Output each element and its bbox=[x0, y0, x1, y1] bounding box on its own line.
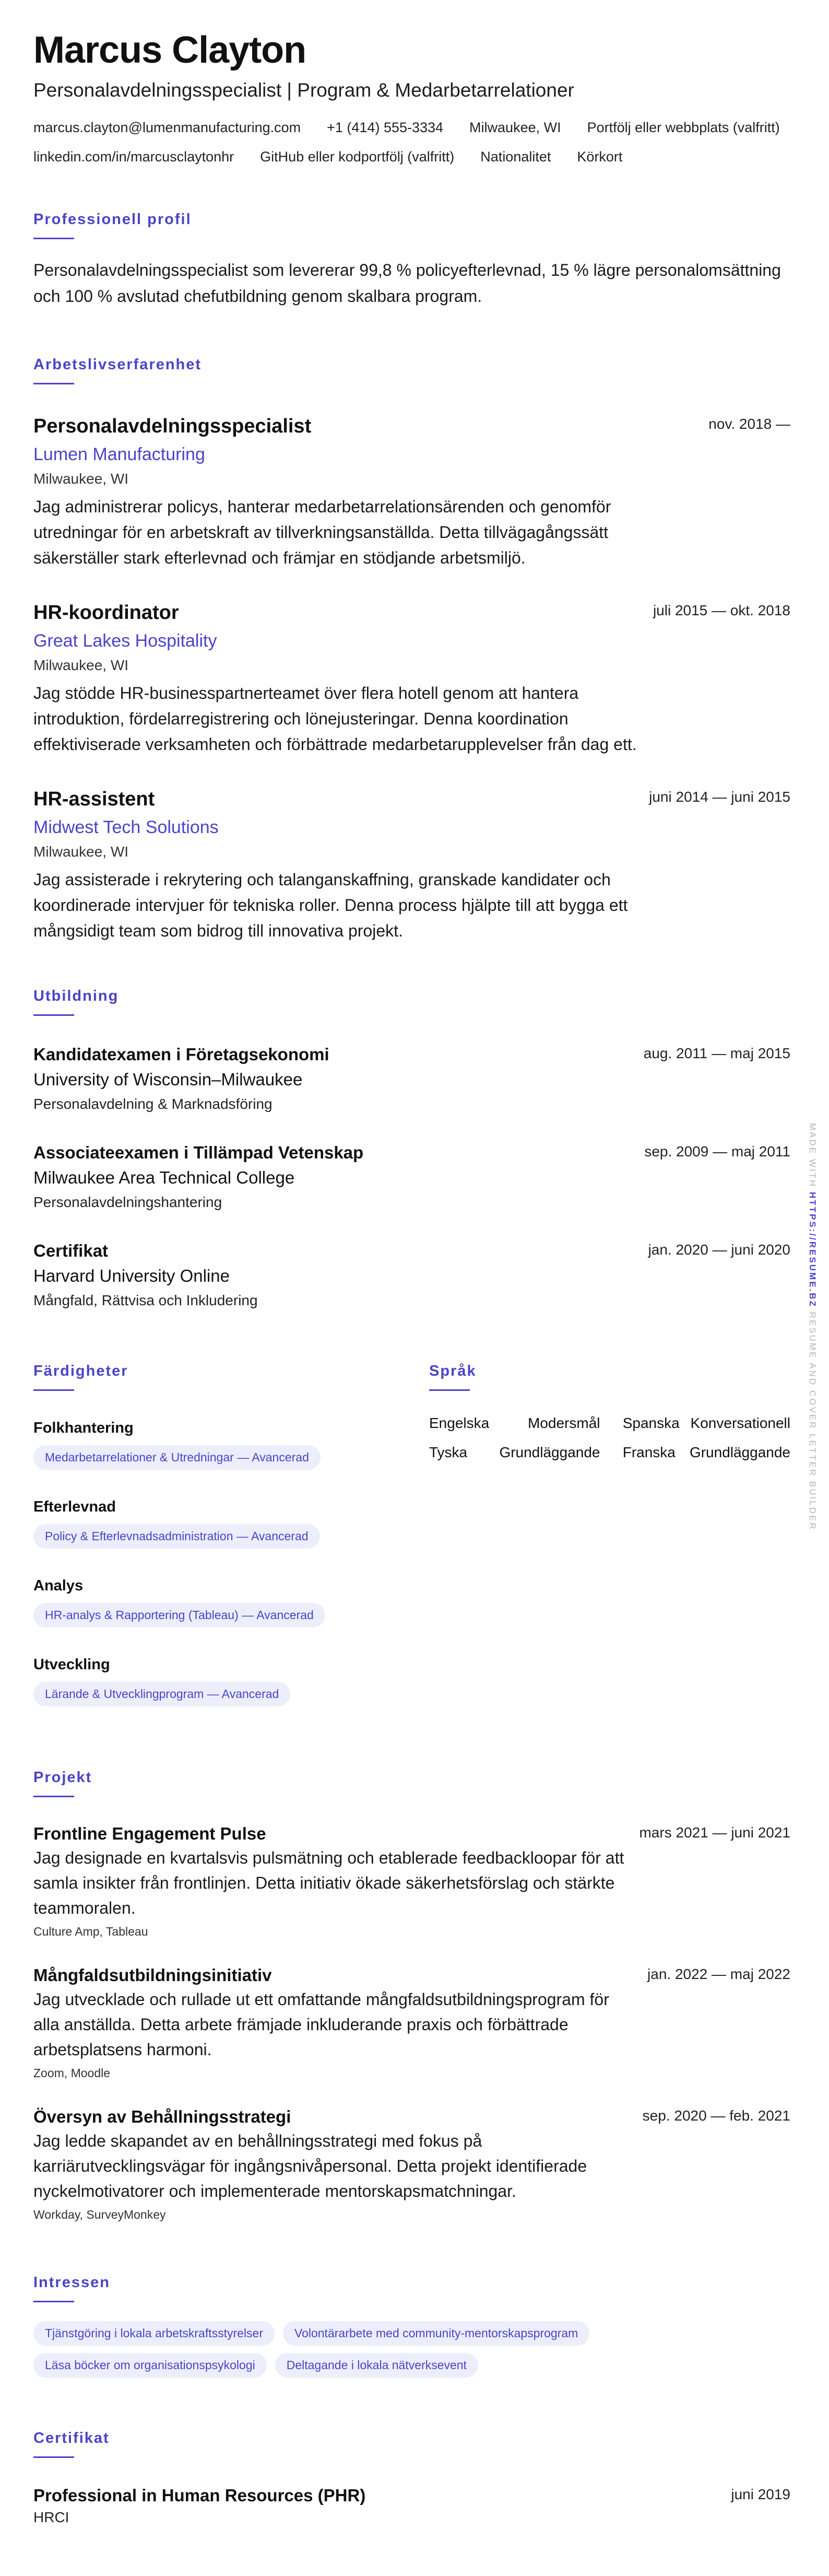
project-description: Jag designade en kvartalsvis pulsmätning och etablerade feedbackloopar för att samla insikter från frontlinjen. Detta initiativ ökade säkerhetsförslag och stärkte teammoralen. bbox=[33, 1848, 624, 1917]
education-entry bbox=[33, 1043, 790, 1114]
job-description: Jag administrerar policys, hanterar medarbetarrelationsärenden och genomför utredningar för en arbetskraft av tillverkningsanställda. Detta tillvägagångssätt säkerställer stark efterlevnad och främjar en stödjande arbetsmiljö. bbox=[33, 497, 611, 567]
education-dates: jan. 2020 — juni 2020 bbox=[648, 1242, 790, 1258]
education-school: Harvard University Online bbox=[33, 1266, 230, 1285]
skill-category: Utveckling bbox=[33, 1656, 110, 1673]
education-dates: sep. 2009 — maj 2011 bbox=[644, 1143, 790, 1160]
language-name: Franska bbox=[622, 1444, 676, 1460]
skill-chip: Medarbetarrelationer & Utredningar — Avancerad bbox=[33, 1445, 321, 1470]
interest-chip: Läsa böcker om organisationspsykologi bbox=[33, 2353, 267, 2378]
certification-entry bbox=[33, 2484, 790, 2528]
section-divider bbox=[33, 383, 74, 384]
project-title: Frontline Engagement Pulse bbox=[33, 1824, 266, 1843]
job-title: HR-koordinator bbox=[33, 602, 179, 624]
interest-chip: Tjänstgöring i lokala arbetskraftsstyrelser bbox=[33, 2321, 275, 2346]
job-company: Midwest Tech Solutions bbox=[33, 817, 219, 837]
headline: Personalavdelningsspecialist | Program & Medarbetarrelationer bbox=[33, 79, 574, 101]
education-degree: Kandidatexamen i Företagsekonomi bbox=[33, 1045, 329, 1064]
language-level: Konversationell bbox=[690, 1415, 790, 1431]
section-title-profile: Professionell profil bbox=[33, 211, 192, 228]
job-location: Milwaukee, WI bbox=[33, 844, 129, 860]
skill-category: Efterlevnad bbox=[33, 1498, 116, 1515]
project-entry bbox=[33, 1964, 790, 2080]
section-title-interests: Intressen bbox=[33, 2274, 110, 2291]
education-degree: Certifikat bbox=[33, 1241, 109, 1260]
section-divider bbox=[33, 1389, 74, 1391]
project-description: Jag ledde skapandet av en behållningsstrategi med fokus på karriärutvecklingsvägar för ingångsnivåpersonal. Detta projekt identifierade nyckelmotivatorer och implementerade mentorskapsmatchningar. bbox=[33, 2132, 587, 2200]
skill-chip: HR-analys & Rapportering (Tableau) — Avancerad bbox=[33, 1603, 325, 1627]
skills-section bbox=[33, 1363, 429, 1706]
skill-group bbox=[33, 1418, 429, 1470]
project-entry bbox=[33, 2105, 790, 2222]
watermark-suffix: RESUME AND COVER LETTER BUILDER bbox=[808, 1312, 818, 1531]
section-divider bbox=[33, 2456, 74, 2458]
resume-header bbox=[33, 31, 790, 167]
languages-section bbox=[429, 1363, 790, 1706]
interest-chip: Volontärarbete med community-mentorskapsprogram bbox=[283, 2321, 589, 2346]
skill-category: Analys bbox=[33, 1577, 84, 1594]
education-entry bbox=[33, 1141, 790, 1212]
education-field: Personalavdelning & Marknadsföring bbox=[33, 1096, 273, 1112]
education-field: Personalavdelningshantering bbox=[33, 1194, 222, 1210]
watermark-prefix: MADE WITH bbox=[808, 1123, 818, 1188]
skill-chip: Policy & Efterlevnadsadministration — Avancerad bbox=[33, 1524, 320, 1549]
job-dates: nov. 2018 — bbox=[708, 416, 790, 432]
education-degree: Associateexamen i Tillämpad Vetenskap bbox=[33, 1143, 364, 1162]
skill-group bbox=[33, 1655, 429, 1706]
job-title: HR-assistent bbox=[33, 788, 155, 810]
language-name: Spanska bbox=[622, 1415, 680, 1431]
section-divider bbox=[33, 238, 74, 239]
projects-section bbox=[33, 1769, 790, 2222]
profile-section bbox=[33, 211, 790, 309]
project-tech: Zoom, Moodle bbox=[33, 2066, 111, 2080]
candidate-name: Marcus Clayton bbox=[33, 29, 306, 71]
language-list bbox=[429, 1415, 790, 1461]
contact-phone[interactable]: +1 (414) 555-3334 bbox=[327, 120, 444, 135]
contact-drivers-license: Körkort bbox=[577, 149, 623, 165]
section-divider bbox=[33, 2301, 74, 2302]
interests-section bbox=[33, 2274, 790, 2378]
resume-page bbox=[33, 31, 790, 2528]
language-name: Engelska bbox=[429, 1415, 490, 1431]
contact-nationality: Nationalitet bbox=[480, 149, 551, 165]
project-title: Mångfaldsutbildningsinitiativ bbox=[33, 1965, 272, 1985]
project-dates: jan. 2022 — maj 2022 bbox=[647, 1966, 790, 1982]
education-dates: aug. 2011 — maj 2015 bbox=[643, 1045, 790, 1061]
contact-github[interactable]: GitHub eller kodportfölj (valfritt) bbox=[260, 149, 455, 165]
section-title-skills: Färdigheter bbox=[33, 1363, 128, 1379]
education-entry bbox=[33, 1239, 790, 1310]
job-company: Great Lakes Hospitality bbox=[33, 631, 217, 651]
project-dates: mars 2021 — juni 2021 bbox=[639, 1824, 790, 1841]
job-dates: juli 2015 — okt. 2018 bbox=[653, 602, 790, 618]
section-divider bbox=[429, 1389, 470, 1391]
skills-languages-row bbox=[33, 1363, 790, 1706]
interest-chip: Deltagande i lokala nätverksevent bbox=[275, 2353, 478, 2378]
project-entry bbox=[33, 1822, 790, 1939]
skill-category: Folkhantering bbox=[33, 1420, 134, 1436]
certification-date: juni 2019 bbox=[731, 2486, 790, 2502]
experience-section bbox=[33, 356, 790, 944]
certifications-section bbox=[33, 2430, 790, 2528]
job-location: Milwaukee, WI bbox=[33, 471, 129, 487]
project-dates: sep. 2020 — feb. 2021 bbox=[642, 2107, 790, 2124]
watermark-link[interactable]: HTTPS://RESUME.BZ bbox=[808, 1192, 818, 1308]
project-description: Jag utvecklade och rullade ut ett omfattande mångfaldsutbildningsprogram för alla anställda. Detta arbete främjade inkluderande praxis och förbättrade arbetsplatsens harmoni. bbox=[33, 1990, 609, 2059]
education-field: Mångfald, Rättvisa och Inkludering bbox=[33, 1292, 258, 1308]
skill-chip: Lärande & Utvecklingprogram — Avancerad bbox=[33, 1682, 290, 1706]
job-description: Jag stödde HR-businesspartnerteamet över flera hotell genom att hantera introduktion, fördelarregistrering och lönejusteringar. Denna koordination effektiviserade verksamheten och förbättrade medarbetarupplevelser från dag ett. bbox=[33, 684, 637, 754]
skill-group bbox=[33, 1576, 429, 1627]
contact-location: Milwaukee, WI bbox=[469, 120, 561, 135]
certification-issuer: HRCI bbox=[33, 2509, 69, 2525]
builder-watermark bbox=[807, 1123, 818, 1531]
language-level: Grundläggande bbox=[689, 1444, 790, 1460]
contact-email[interactable]: marcus.clayton@lumenmanufacturing.com bbox=[33, 120, 301, 135]
job-entry bbox=[33, 414, 790, 571]
job-company: Lumen Manufacturing bbox=[33, 444, 205, 464]
section-divider bbox=[33, 1796, 74, 1797]
interest-list bbox=[33, 2321, 790, 2378]
project-title: Översyn av Behållningsstrategi bbox=[33, 2107, 291, 2126]
job-dates: juni 2014 — juni 2015 bbox=[649, 789, 790, 805]
certification-name: Professional in Human Resources (PHR) bbox=[33, 2486, 366, 2505]
section-title-certifications: Certifikat bbox=[33, 2430, 110, 2446]
education-section bbox=[33, 988, 790, 1310]
contact-list bbox=[33, 117, 790, 167]
skill-group bbox=[33, 1497, 429, 1549]
section-title-education: Utbildning bbox=[33, 988, 119, 1004]
job-entry bbox=[33, 787, 790, 944]
section-title-experience: Arbetslivserfarenhet bbox=[33, 356, 202, 373]
language-level: Grundläggande bbox=[499, 1444, 600, 1460]
section-title-languages: Språk bbox=[429, 1363, 477, 1379]
language-level: Modersmål bbox=[528, 1415, 600, 1431]
contact-linkedin[interactable]: linkedin.com/in/marcusclaytonhr bbox=[33, 149, 234, 165]
job-description: Jag assisterade i rekrytering och talanganskaffning, granskade kandidater och koordinerade intervjuer för tekniska roller. Denna process hjälpte till att bygga ett mångsidigt team som bidrog till innovativa projekt. bbox=[33, 870, 628, 940]
education-school: University of Wisconsin–Milwaukee bbox=[33, 1070, 303, 1089]
language-name: Tyska bbox=[429, 1444, 468, 1460]
contact-portfolio[interactable]: Portfölj eller webbplats (valfritt) bbox=[587, 120, 780, 135]
section-title-projects: Projekt bbox=[33, 1769, 92, 1786]
section-divider bbox=[33, 1014, 74, 1016]
project-tech: Workday, SurveyMonkey bbox=[33, 2208, 166, 2221]
education-school: Milwaukee Area Technical College bbox=[33, 1168, 295, 1187]
job-entry bbox=[33, 600, 790, 757]
job-title: Personalavdelningsspecialist bbox=[33, 415, 312, 437]
project-tech: Culture Amp, Tableau bbox=[33, 1925, 148, 1938]
profile-text: Personalavdelningsspecialist som levererar 99,8 % policyefterlevnad, 15 % lägre personalomsättning och 100 % avslutad chefutbildning genom skalbara program. bbox=[33, 261, 781, 306]
job-location: Milwaukee, WI bbox=[33, 657, 129, 673]
